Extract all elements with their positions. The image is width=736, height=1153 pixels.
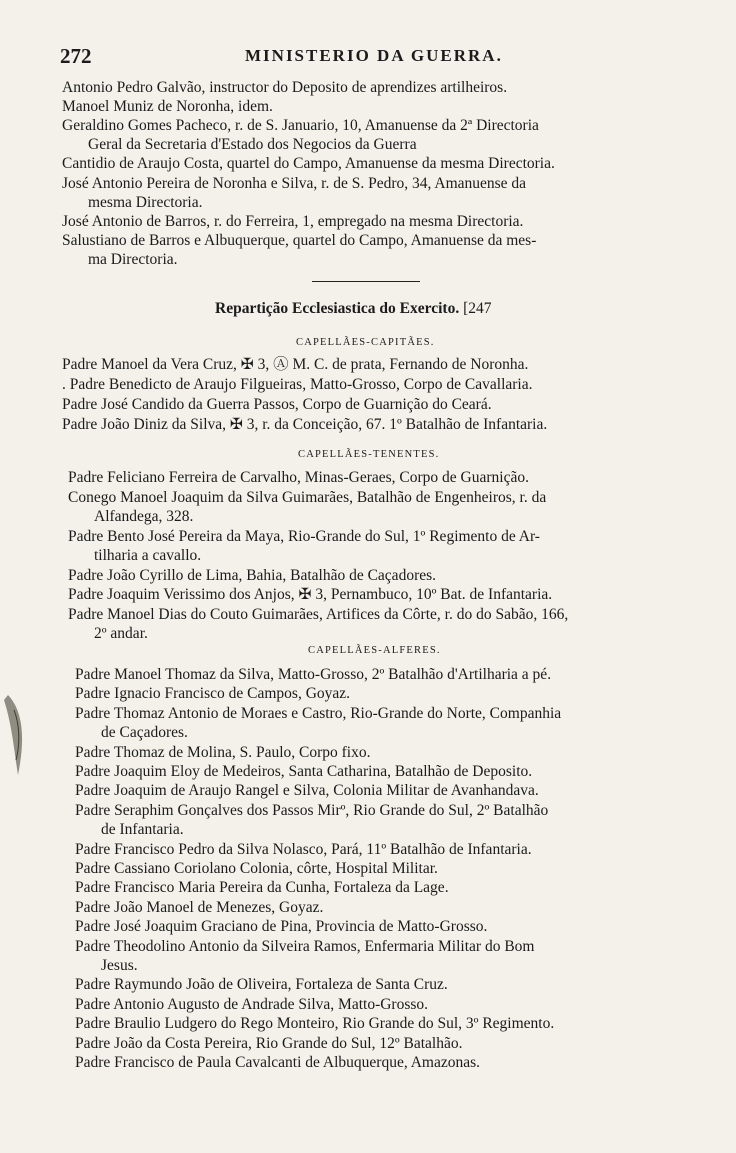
entry-line: Padre João da Costa Pereira, Rio Grande do Sul, 12º Batalhão. bbox=[75, 1034, 463, 1052]
entry-line: Padre Joaquim Eloy de Medeiros, Santa Catharina, Batalhão de Deposito. bbox=[75, 763, 533, 780]
list-item bbox=[75, 1034, 705, 1053]
list-item bbox=[75, 878, 705, 897]
list-item bbox=[62, 78, 692, 97]
list-item bbox=[75, 937, 705, 975]
list-item bbox=[62, 231, 692, 269]
list-item bbox=[75, 684, 705, 703]
entry-line: Padre Ignacio Francisco de Campos, Goyaz. bbox=[75, 685, 351, 703]
entry-line: Antonio Pedro Galvão, instructor do Deposito de aprendizes artilheiros. bbox=[62, 79, 508, 96]
entry-line: Padre Joaquim de Araujo Rangel e Silva, Colonia Militar de Avanhandava. bbox=[75, 782, 539, 800]
entry-line: Salustiano de Barros e Albuquerque, quartel do Campo, Amanuense da mes- bbox=[62, 231, 537, 249]
entry-line: Conego Manoel Joaquim da Silva Guimarães, Batalhão de Engenheiros, r. da bbox=[68, 488, 547, 506]
list-item bbox=[68, 585, 698, 604]
section-divider bbox=[312, 281, 420, 282]
list-item bbox=[62, 174, 692, 212]
entry-line: Padre Francisco Maria Pereira da Cunha, Fortaleza da Lage. bbox=[75, 879, 449, 897]
list-item bbox=[68, 488, 698, 526]
entry-line: Padre Francisco Pedro da Silva Nolasco, Pará, 11º Batalhão de Infantaria. bbox=[75, 840, 532, 858]
entry-continuation: ma Directoria. bbox=[88, 250, 178, 268]
entry-line: Padre José Candido da Guerra Passos, Corpo de Guarnição do Ceará. bbox=[62, 396, 492, 413]
entry-line: Padre Thomaz de Molina, S. Paulo, Corpo fixo. bbox=[75, 743, 371, 761]
list-item bbox=[62, 375, 692, 394]
list-item bbox=[75, 1053, 705, 1072]
subheading-alferes: CAPELLÃES-ALFERES. bbox=[308, 645, 441, 656]
entry-line: Padre Braulio Ludgero do Rego Monteiro, Rio Grande do Sul, 3º Regimento. bbox=[75, 1015, 555, 1033]
entry-line: Padre Seraphim Gonçalves dos Passos Mirº, Rio Grande do Sul, 2º Batalhão bbox=[75, 801, 549, 819]
entry-continuation: de Caçadores. bbox=[101, 723, 188, 741]
entry-continuation: Geral da Secretaria d'Estado dos Negocios da Guerra bbox=[88, 136, 417, 154]
list-item bbox=[68, 527, 698, 565]
entry-line: Padre Manoel Dias do Couto Guimarães, Artifices da Côrte, r. do do Sabão, 166, bbox=[68, 605, 569, 623]
subheading-tenentes: CAPELLÃES-TENENTES. bbox=[298, 449, 440, 460]
list-item bbox=[75, 1014, 705, 1033]
list-item bbox=[75, 743, 705, 762]
entry-line: Padre Cassiano Coriolano Colonia, côrte, Hospital Militar. bbox=[75, 860, 438, 877]
page-header bbox=[60, 44, 700, 70]
list-item bbox=[75, 704, 705, 742]
entry-line: Padre Thomaz Antonio de Moraes e Castro, Rio-Grande do Norte, Companhia bbox=[75, 704, 562, 722]
entry-line: Padre Bento José Pereira da Maya, Rio-Grande do Sul, 1º Regimento de Ar- bbox=[68, 527, 540, 545]
entry-line: Padre José Joaquim Graciano de Pina, Provincia de Matto-Grosso. bbox=[75, 918, 488, 936]
entry-line: Padre João Diniz da Silva, ✠ 3, r. da Conceição, 67. 1º Batalhão de Infantaria. bbox=[62, 416, 548, 433]
subheading-capitaes: CAPELLÃES-CAPITÃES. bbox=[296, 337, 435, 348]
entry-line: José Antonio de Barros, r. do Ferreira, 1, empregado na mesma Directoria. bbox=[62, 212, 524, 230]
list-item bbox=[68, 605, 698, 643]
list-item bbox=[75, 975, 705, 994]
list-item bbox=[68, 468, 698, 487]
list-item bbox=[75, 859, 705, 878]
entry-line: Padre Manoel da Vera Cruz, ✠ 3, Ⓐ M. C. de prata, Fernando de Noronha. bbox=[62, 356, 529, 373]
entry-line: Padre Raymundo João de Oliveira, Fortaleza de Santa Cruz. bbox=[75, 976, 448, 994]
list-item bbox=[62, 154, 692, 173]
entry-line: Manoel Muniz de Noronha, idem. bbox=[62, 98, 273, 116]
section-title-text: Repartição Ecclesiastica do Exercito. bbox=[215, 300, 460, 317]
margin-stain bbox=[0, 690, 30, 780]
running-title: MINISTERIO DA GUERRA. bbox=[245, 46, 503, 65]
entry-line: Cantidio de Araujo Costa, quartel do Campo, Amanuense da mesma Directoria. bbox=[62, 155, 555, 173]
list-item bbox=[75, 898, 705, 917]
entry-line: Padre João Manoel de Menezes, Goyaz. bbox=[75, 898, 324, 916]
entry-continuation: mesma Directoria. bbox=[88, 193, 203, 211]
entry-line: . Padre Benedicto de Araujo Filgueiras, Matto-Grosso, Corpo de Cavallaria. bbox=[62, 376, 533, 393]
entry-continuation: Alfandega, 328. bbox=[94, 507, 194, 525]
list-item bbox=[75, 995, 705, 1014]
entry-continuation: tilharia a cavallo. bbox=[94, 546, 202, 564]
list-item bbox=[75, 840, 705, 859]
entry-line: Padre Joaquim Verissimo dos Anjos, ✠ 3, Pernambuco, 10º Bat. de Infantaria. bbox=[68, 586, 553, 603]
entry-line: José Antonio Pereira de Noronha e Silva, r. de S. Pedro, 34, Amanuense da bbox=[62, 174, 527, 192]
entry-line: Padre João Cyrillo de Lima, Bahia, Batalhão de Caçadores. bbox=[68, 566, 437, 584]
entry-line: Padre Theodolino Antonio da Silveira Ramos, Enfermaria Militar do Bom bbox=[75, 937, 535, 955]
section-title bbox=[215, 300, 492, 318]
entry-line: Padre Feliciano Ferreira de Carvalho, Minas-Geraes, Corpo de Guarnição. bbox=[68, 469, 529, 486]
list-item bbox=[75, 781, 705, 800]
list-item bbox=[75, 665, 705, 684]
list-item bbox=[62, 212, 692, 231]
list-item bbox=[62, 395, 692, 414]
page-number: 272 bbox=[60, 44, 92, 68]
list-item bbox=[62, 97, 692, 116]
list-item bbox=[75, 801, 705, 839]
list-item bbox=[75, 762, 705, 781]
entry-continuation: de Infantaria. bbox=[101, 820, 184, 838]
list-item bbox=[62, 116, 692, 154]
entry-line: Padre Francisco de Paula Cavalcanti de Albuquerque, Amazonas. bbox=[75, 1054, 481, 1071]
list-item bbox=[62, 355, 692, 374]
entry-continuation: 2º andar. bbox=[94, 624, 148, 642]
entry-line: Padre Manoel Thomaz da Silva, Matto-Grosso, 2º Batalhão d'Artilharia a pé. bbox=[75, 666, 552, 683]
entry-line: Padre Antonio Augusto de Andrade Silva, Matto-Grosso. bbox=[75, 995, 429, 1013]
list-item bbox=[62, 415, 692, 434]
entry-continuation: Jesus. bbox=[101, 956, 138, 974]
list-item bbox=[75, 917, 705, 936]
section-ref-number: [247 bbox=[463, 300, 492, 317]
entry-line: Geraldino Gomes Pacheco, r. de S. Januario, 10, Amanuense da 2ª Directoria bbox=[62, 117, 539, 135]
list-item bbox=[68, 566, 698, 585]
